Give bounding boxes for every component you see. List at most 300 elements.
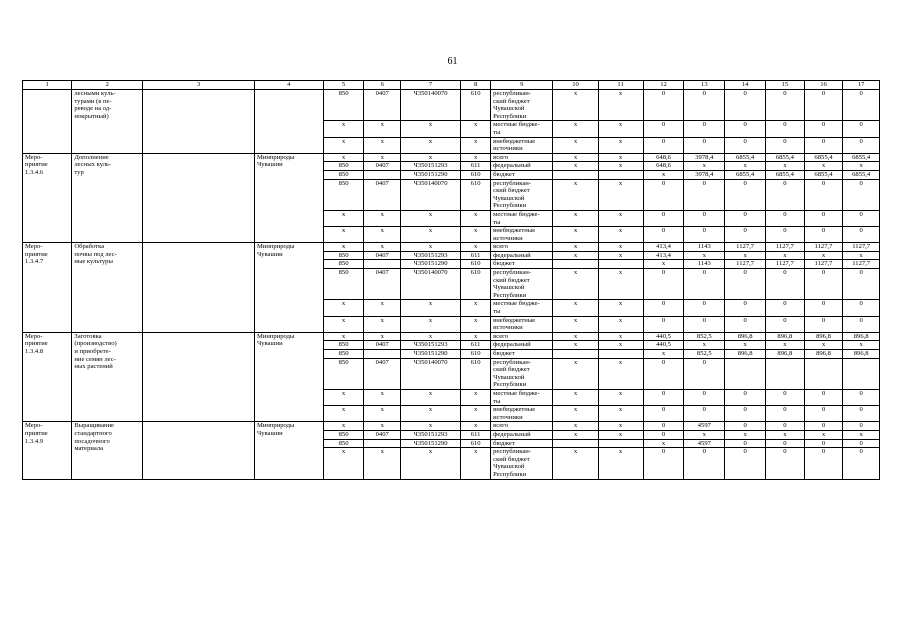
value-cell: x [598,358,643,389]
source-cell: внебюджетные источники [491,227,553,243]
value-cell: x [400,243,460,252]
value-cell: 0 [725,389,766,405]
value-cell: x [400,316,460,332]
measure-executor: Минприроды Чувашии [254,243,323,333]
value-cell: 0 [804,179,843,210]
value-cell: 440,5 [643,341,684,350]
value-cell: x [553,332,598,341]
value-cell: 0 [766,422,805,431]
value-cell: x [323,406,364,422]
value-cell: x [553,251,598,260]
value-cell: x [364,153,401,162]
value-cell: 610 [461,358,491,389]
table-row [23,422,880,431]
measure-name: Заготовка (производство) и приобрете- ние семян лес- ных растений [72,332,143,422]
value-cell: 0407 [364,358,401,389]
empty-cell [143,243,255,333]
source-cell: республикан- ский бюджет Чувашской Республики [491,358,553,389]
value-cell: x [643,260,684,269]
value-cell: x [364,448,401,479]
value-cell: x [843,162,880,171]
value-cell: Ч350140070 [400,179,460,210]
value-cell: 1127,7 [725,260,766,269]
value-cell: 0 [725,300,766,316]
column-header: 1 [23,81,72,90]
value-cell: x [323,422,364,431]
value-cell: x [598,90,643,121]
value-cell: 0 [804,137,843,153]
value-cell: 610 [461,170,491,179]
value-cell: x [553,153,598,162]
value-cell: x [598,210,643,226]
value-cell: Ч350140070 [400,90,460,121]
value-cell: x [364,406,401,422]
value-cell: 0 [643,179,684,210]
value-cell: 0 [643,269,684,300]
value-cell: 611 [461,341,491,350]
value-cell: x [323,153,364,162]
value-cell: 0 [643,448,684,479]
value-cell: 0 [804,439,843,448]
value-cell: 0 [725,439,766,448]
value-cell [553,170,598,179]
value-cell: 0 [643,210,684,226]
value-cell [843,358,880,389]
value-cell: 0 [766,227,805,243]
value-cell: x [553,341,598,350]
empty-cell [143,332,255,422]
value-cell: x [461,243,491,252]
value-cell: 0 [766,121,805,137]
value-cell: 0 [684,448,725,479]
value-cell: 0 [766,389,805,405]
value-cell: Ч350151290 [400,170,460,179]
value-cell: x [364,210,401,226]
value-cell: 0 [725,316,766,332]
value-cell: 0 [643,90,684,121]
value-cell: 0 [725,422,766,431]
value-cell: 896,8 [766,332,805,341]
value-cell: 648,6 [643,153,684,162]
measure-name: лесными куль- турами (в пе- реводе на од- нокрытный) [72,90,143,154]
value-cell: 850 [323,179,364,210]
value-cell: x [684,341,725,350]
source-cell: бюджет [491,439,553,448]
value-cell: 6855,4 [843,170,880,179]
value-cell: x [684,162,725,171]
column-header: 5 [323,81,364,90]
value-cell: 0 [684,210,725,226]
value-cell: 0 [766,406,805,422]
value-cell: x [461,137,491,153]
value-cell: 6855,4 [725,153,766,162]
value-cell: 0 [684,406,725,422]
value-cell: 3978,4 [684,153,725,162]
value-cell: 0 [725,90,766,121]
value-cell: 0407 [364,90,401,121]
value-cell: 0 [804,227,843,243]
value-cell: 896,8 [843,332,880,341]
value-cell: 0 [804,269,843,300]
measure-name: Обработка почвы под лес- ные культуры [72,243,143,333]
value-cell: 850 [323,170,364,179]
value-cell: 0 [766,316,805,332]
value-cell: x [553,316,598,332]
value-cell: 611 [461,162,491,171]
value-cell: 0 [843,121,880,137]
value-cell: 0 [725,406,766,422]
value-cell: x [598,422,643,431]
value-cell: x [364,422,401,431]
value-cell: 0407 [364,162,401,171]
value-cell: 0 [643,430,684,439]
table-body [23,81,880,480]
value-cell: 0 [643,422,684,431]
value-cell: x [553,300,598,316]
value-cell: x [804,251,843,260]
value-cell: x [598,269,643,300]
value-cell: 896,8 [804,350,843,359]
source-cell: всего [491,422,553,431]
value-cell: x [461,406,491,422]
value-cell: 896,8 [766,350,805,359]
value-cell: x [323,300,364,316]
value-cell: 0 [725,121,766,137]
source-cell: внебюджетные источники [491,316,553,332]
source-cell: всего [491,153,553,162]
value-cell: 850 [323,90,364,121]
value-cell: x [400,137,460,153]
measure-name: Выращивание стандартного посадочного материала [72,422,143,479]
value-cell: x [843,430,880,439]
value-cell: 850 [323,251,364,260]
source-cell: республикан- ский бюджет Чувашской Республики [491,179,553,210]
value-cell: Ч350151293 [400,251,460,260]
measure-code: Меро- приятие 1.3.4.6 [23,153,72,243]
value-cell: 0 [643,316,684,332]
value-cell [598,170,643,179]
value-cell: 6855,4 [843,153,880,162]
column-header: 3 [143,81,255,90]
value-cell: x [598,179,643,210]
value-cell: 0 [766,269,805,300]
value-cell: x [598,121,643,137]
value-cell: x [323,210,364,226]
value-cell [766,358,805,389]
measure-executor: Минприроды Чувашии [254,153,323,243]
value-cell: 4597 [684,422,725,431]
source-cell: федеральный [491,430,553,439]
value-cell: Ч350140070 [400,269,460,300]
source-cell: местные бюдже- ты [491,300,553,316]
value-cell: 0 [843,389,880,405]
column-header: 2 [72,81,143,90]
value-cell: x [553,448,598,479]
value-cell: 1127,7 [843,260,880,269]
source-cell: бюджет [491,260,553,269]
value-cell: 0 [684,300,725,316]
value-cell [553,350,598,359]
measure-code [23,90,72,154]
value-cell: 610 [461,350,491,359]
value-cell: 0407 [364,269,401,300]
column-header: 6 [364,81,401,90]
value-cell: x [684,251,725,260]
value-cell: 850 [323,350,364,359]
column-header: 11 [598,81,643,90]
source-cell: внебюджетные источники [491,406,553,422]
value-cell: x [553,210,598,226]
value-cell: 0 [684,121,725,137]
value-cell: 850 [323,269,364,300]
value-cell: x [553,422,598,431]
value-cell: x [598,448,643,479]
value-cell: 0407 [364,179,401,210]
value-cell: x [364,137,401,153]
value-cell: 413,4 [643,251,684,260]
value-cell: x [725,251,766,260]
measure-executor: Минприроды Чувашии [254,332,323,422]
table-row [23,153,880,162]
value-cell: Ч350151290 [400,439,460,448]
value-cell: x [461,422,491,431]
value-cell: x [598,316,643,332]
value-cell: 6855,4 [804,153,843,162]
value-cell: x [553,121,598,137]
value-cell: 0 [766,300,805,316]
value-cell: 440,5 [643,332,684,341]
value-cell: x [323,389,364,405]
column-header: 15 [766,81,805,90]
value-cell: x [400,300,460,316]
column-header: 16 [804,81,843,90]
value-cell: x [364,227,401,243]
value-cell [364,260,401,269]
value-cell: 850 [323,430,364,439]
value-cell: Ч350151293 [400,341,460,350]
value-cell: 0 [804,316,843,332]
value-cell: 0 [843,406,880,422]
value-cell: 0 [725,179,766,210]
column-number-row [23,81,880,90]
value-cell: 0 [766,210,805,226]
value-cell: 1127,7 [804,260,843,269]
source-cell: республикан- ский бюджет Чувашской Республики [491,269,553,300]
value-cell: 611 [461,251,491,260]
value-cell: 896,8 [725,332,766,341]
value-cell: x [843,341,880,350]
value-cell: 0 [684,389,725,405]
value-cell: 852,5 [684,350,725,359]
value-cell: 610 [461,90,491,121]
value-cell: x [725,162,766,171]
value-cell: 4597 [684,439,725,448]
value-cell: 0 [643,137,684,153]
column-header: 13 [684,81,725,90]
value-cell: x [461,153,491,162]
source-cell: федеральный [491,251,553,260]
value-cell: x [553,269,598,300]
value-cell: 850 [323,439,364,448]
value-cell: x [553,162,598,171]
value-cell: 1127,7 [725,243,766,252]
value-cell: 610 [461,269,491,300]
value-cell: 0 [804,210,843,226]
value-cell: 0 [804,389,843,405]
value-cell: 0 [766,439,805,448]
value-cell: x [323,448,364,479]
measure-name: Дополнение лесных куль- тур [72,153,143,243]
value-cell: x [598,406,643,422]
value-cell: x [323,121,364,137]
source-cell: всего [491,243,553,252]
value-cell: 1143 [684,243,725,252]
value-cell: Ч350151290 [400,260,460,269]
source-cell: бюджет [491,350,553,359]
value-cell: x [364,243,401,252]
table-row [23,243,880,252]
value-cell: x [766,341,805,350]
value-cell: 0 [643,300,684,316]
value-cell: 0 [843,300,880,316]
value-cell [364,350,401,359]
source-cell: федеральный [491,341,553,350]
value-cell [598,350,643,359]
value-cell: 0 [684,90,725,121]
value-cell: x [553,358,598,389]
value-cell: x [804,341,843,350]
value-cell: 0 [684,137,725,153]
value-cell: 896,8 [804,332,843,341]
value-cell: 0 [684,316,725,332]
measure-executor: Минприроды Чувашии [254,422,323,479]
value-cell: x [400,422,460,431]
source-cell: федеральный [491,162,553,171]
value-cell: 0 [684,269,725,300]
value-cell: 610 [461,439,491,448]
value-cell: 0 [804,422,843,431]
value-cell: 0 [684,227,725,243]
value-cell: 0 [804,300,843,316]
value-cell: 0 [843,90,880,121]
value-cell: x [461,389,491,405]
value-cell: x [643,350,684,359]
empty-cell [143,153,255,243]
value-cell: x [553,243,598,252]
value-cell: 648,6 [643,162,684,171]
measure-code: Меро- приятие 1.3.4.7 [23,243,72,333]
value-cell [553,260,598,269]
value-cell: 0 [725,137,766,153]
value-cell: 896,8 [725,350,766,359]
value-cell: x [598,251,643,260]
column-header: 10 [553,81,598,90]
value-cell: x [323,137,364,153]
column-header: 12 [643,81,684,90]
value-cell: 0407 [364,430,401,439]
value-cell [598,439,643,448]
value-cell: 1127,7 [766,260,805,269]
column-header: 4 [254,81,323,90]
value-cell: 1127,7 [804,243,843,252]
source-cell: местные бюдже- ты [491,210,553,226]
value-cell: 0 [684,358,725,389]
value-cell: x [553,389,598,405]
value-cell: 6855,4 [766,153,805,162]
value-cell: x [323,243,364,252]
column-header: 7 [400,81,460,90]
value-cell: x [400,153,460,162]
value-cell: 0407 [364,251,401,260]
value-cell: 610 [461,179,491,210]
value-cell: x [598,332,643,341]
table-row [23,90,880,121]
value-cell: 0 [843,448,880,479]
value-cell: 896,8 [843,350,880,359]
value-cell: x [598,389,643,405]
value-cell: x [725,430,766,439]
value-cell: 850 [323,260,364,269]
value-cell: Ч350140070 [400,358,460,389]
value-cell [804,358,843,389]
value-cell: 0 [725,227,766,243]
value-cell: x [323,316,364,332]
value-cell: x [553,406,598,422]
value-cell [725,358,766,389]
value-cell: 0 [725,448,766,479]
value-cell: x [364,332,401,341]
table-row [23,332,880,341]
value-cell: x [400,406,460,422]
value-cell: x [461,332,491,341]
value-cell: x [461,316,491,332]
value-cell: 413,4 [643,243,684,252]
measure-code: Меро- приятие 1.3.4.8 [23,332,72,422]
value-cell: 1143 [684,260,725,269]
value-cell: x [804,430,843,439]
value-cell: x [461,210,491,226]
value-cell: 0407 [364,341,401,350]
value-cell: x [766,251,805,260]
value-cell: x [598,243,643,252]
value-cell: x [725,341,766,350]
value-cell: x [553,137,598,153]
value-cell: x [598,430,643,439]
column-header: 8 [461,81,491,90]
value-cell: x [461,448,491,479]
value-cell: 0 [643,389,684,405]
value-cell: x [364,389,401,405]
value-cell: 0 [766,137,805,153]
value-cell: 0 [843,227,880,243]
value-cell: 0 [843,210,880,226]
value-cell: x [400,210,460,226]
value-cell: 0 [766,90,805,121]
value-cell: x [553,430,598,439]
column-header: 17 [843,81,880,90]
value-cell: x [553,227,598,243]
source-cell: местные бюдже- ты [491,121,553,137]
value-cell: x [364,300,401,316]
value-cell: x [598,341,643,350]
value-cell: 0 [725,210,766,226]
value-cell: x [364,316,401,332]
value-cell: x [598,300,643,316]
empty-cell [143,422,255,479]
source-cell: республикан- ский бюджет Чувашской Республики [491,90,553,121]
value-cell: 0 [766,179,805,210]
value-cell: 0 [643,406,684,422]
